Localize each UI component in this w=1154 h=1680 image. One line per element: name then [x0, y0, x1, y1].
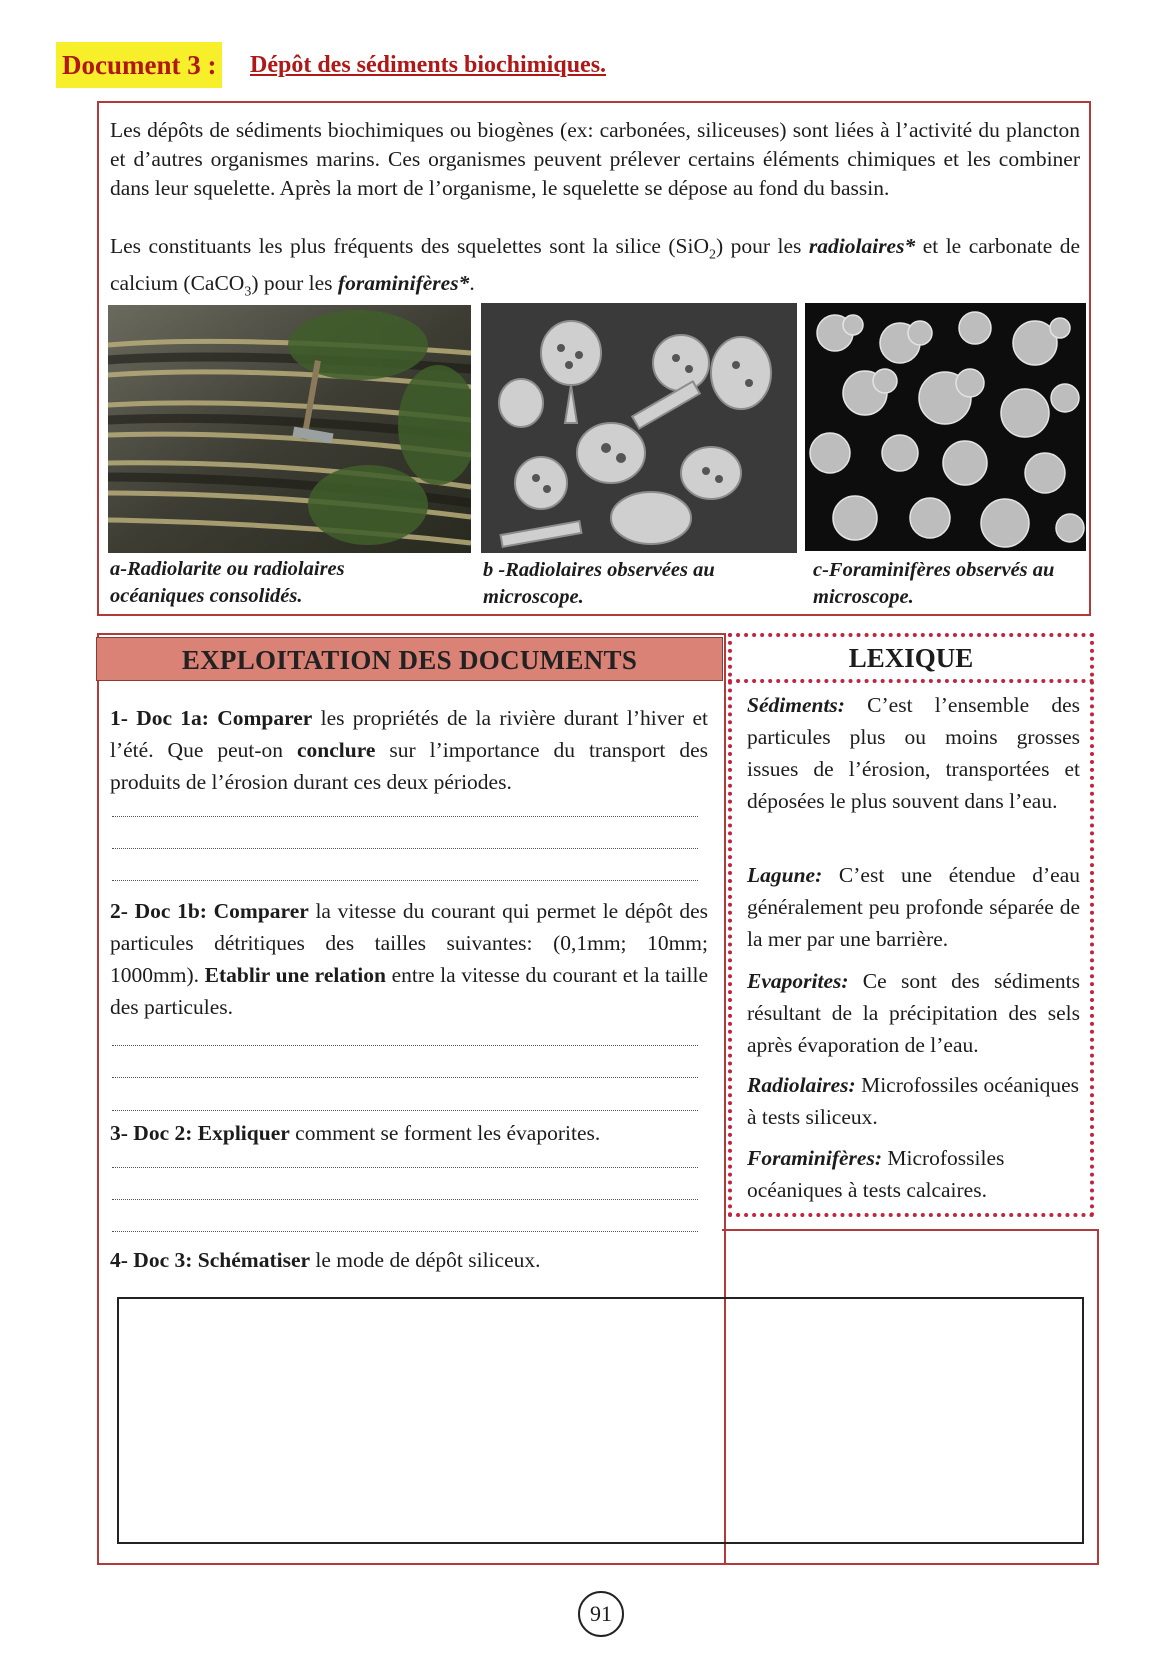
- photo-radiolarite: [108, 305, 471, 553]
- answer-line[interactable]: [112, 816, 698, 817]
- caption-a: a-Radiolarite ou radiolaires océaniques consolidés.: [110, 558, 345, 607]
- photo-foraminiferes-microscope: [805, 303, 1086, 551]
- answer-line[interactable]: [112, 1045, 698, 1046]
- page-number: 91: [578, 1591, 624, 1637]
- question-3: 3- Doc 2: Expliquer comment se forment les évaporites.: [110, 1121, 601, 1145]
- bottom-border: [97, 1563, 1099, 1565]
- right-border-segment: [722, 1229, 1099, 1565]
- answer-line[interactable]: [112, 880, 698, 881]
- question-4: 4- Doc 3: Schématiser le mode de dépôt siliceux.: [110, 1248, 541, 1272]
- answer-line[interactable]: [112, 1167, 698, 1168]
- intro-paragraph-1: Les dépôts de sédiments biochimiques ou biogènes (ex: carbonées, siliceuses) sont liées à l’activité du plancton et d’autres organismes marins. Ces organismes peuvent prélever certains éléments chimiques et les combiner dans leur squelette. Après la mort de l’organisme, le squelette se dépose au fond du bassin.: [110, 118, 1080, 200]
- question-2: 2- Doc 1b: Comparer la vitesse du courant qui permet le dépôt des particules détritiques des tailles suivantes: (0,1mm; 10mm; 1000mm). Etablir une relation entre la vitesse du courant et la taille des particules.: [110, 899, 709, 1019]
- photo-radiolaires-microscope: [481, 303, 797, 553]
- term-radiolaires: radiolaires*: [808, 234, 916, 258]
- answer-line[interactable]: [112, 1077, 698, 1078]
- caption-b: b -Radiolaires observées au microscope.: [483, 559, 715, 608]
- exploitation-header: EXPLOITATION DES DOCUMENTS: [96, 637, 723, 681]
- lexique-entry-foraminiferes: Foraminifères: Microfossiles océaniques à tests calcaires.: [747, 1146, 1005, 1202]
- lexique-entry-lagune: Lagune: C’est une étendue d’eau généralement peu profonde séparée de la mer par une barrière.: [747, 863, 1080, 951]
- lexique-entry-sediments: Sédiments: C’est l’ensemble des particules plus ou moins grosses issues de l’érosion, transportées et déposées le plus souvent dans l’eau.: [747, 693, 1080, 813]
- answer-line[interactable]: [112, 848, 698, 849]
- intro-paragraph-2: Les constituants les plus fréquents des squelettes sont la silice (SiO$_2$) pour les radiolaires* et le carbonate de calcium (CaCO$_3$) pour les foraminifères*.: [110, 234, 1081, 300]
- document-label: Document 3 :: [56, 42, 222, 88]
- answer-line[interactable]: [112, 1110, 698, 1111]
- lexique-title-separator: [728, 679, 1094, 683]
- answer-line[interactable]: [112, 1199, 698, 1200]
- lexique-title: LEXIQUE: [848, 643, 974, 673]
- document-title: Dépôt des sédiments biochimiques.: [250, 52, 607, 78]
- caption-c: c-Foraminifères observés au microscope.: [813, 559, 1055, 608]
- question-1: 1- Doc 1a: Comparer les propriétés de la rivière durant l’hiver et l’été. Que peut-on conclure sur l’importance du transport des produits de l’érosion durant ces deux périodes.: [110, 706, 709, 794]
- lexique-entry-radiolaires: Radiolaires: Microfossiles océaniques à tests siliceux.: [747, 1073, 1080, 1129]
- term-foraminiferes: foraminifères*: [337, 271, 470, 296]
- answer-line[interactable]: [112, 1231, 698, 1232]
- lexique-entry-evaporites: Evaporites: Ce sont des sédiments résultant de la précipitation des sels après évaporation de l’eau.: [747, 969, 1080, 1057]
